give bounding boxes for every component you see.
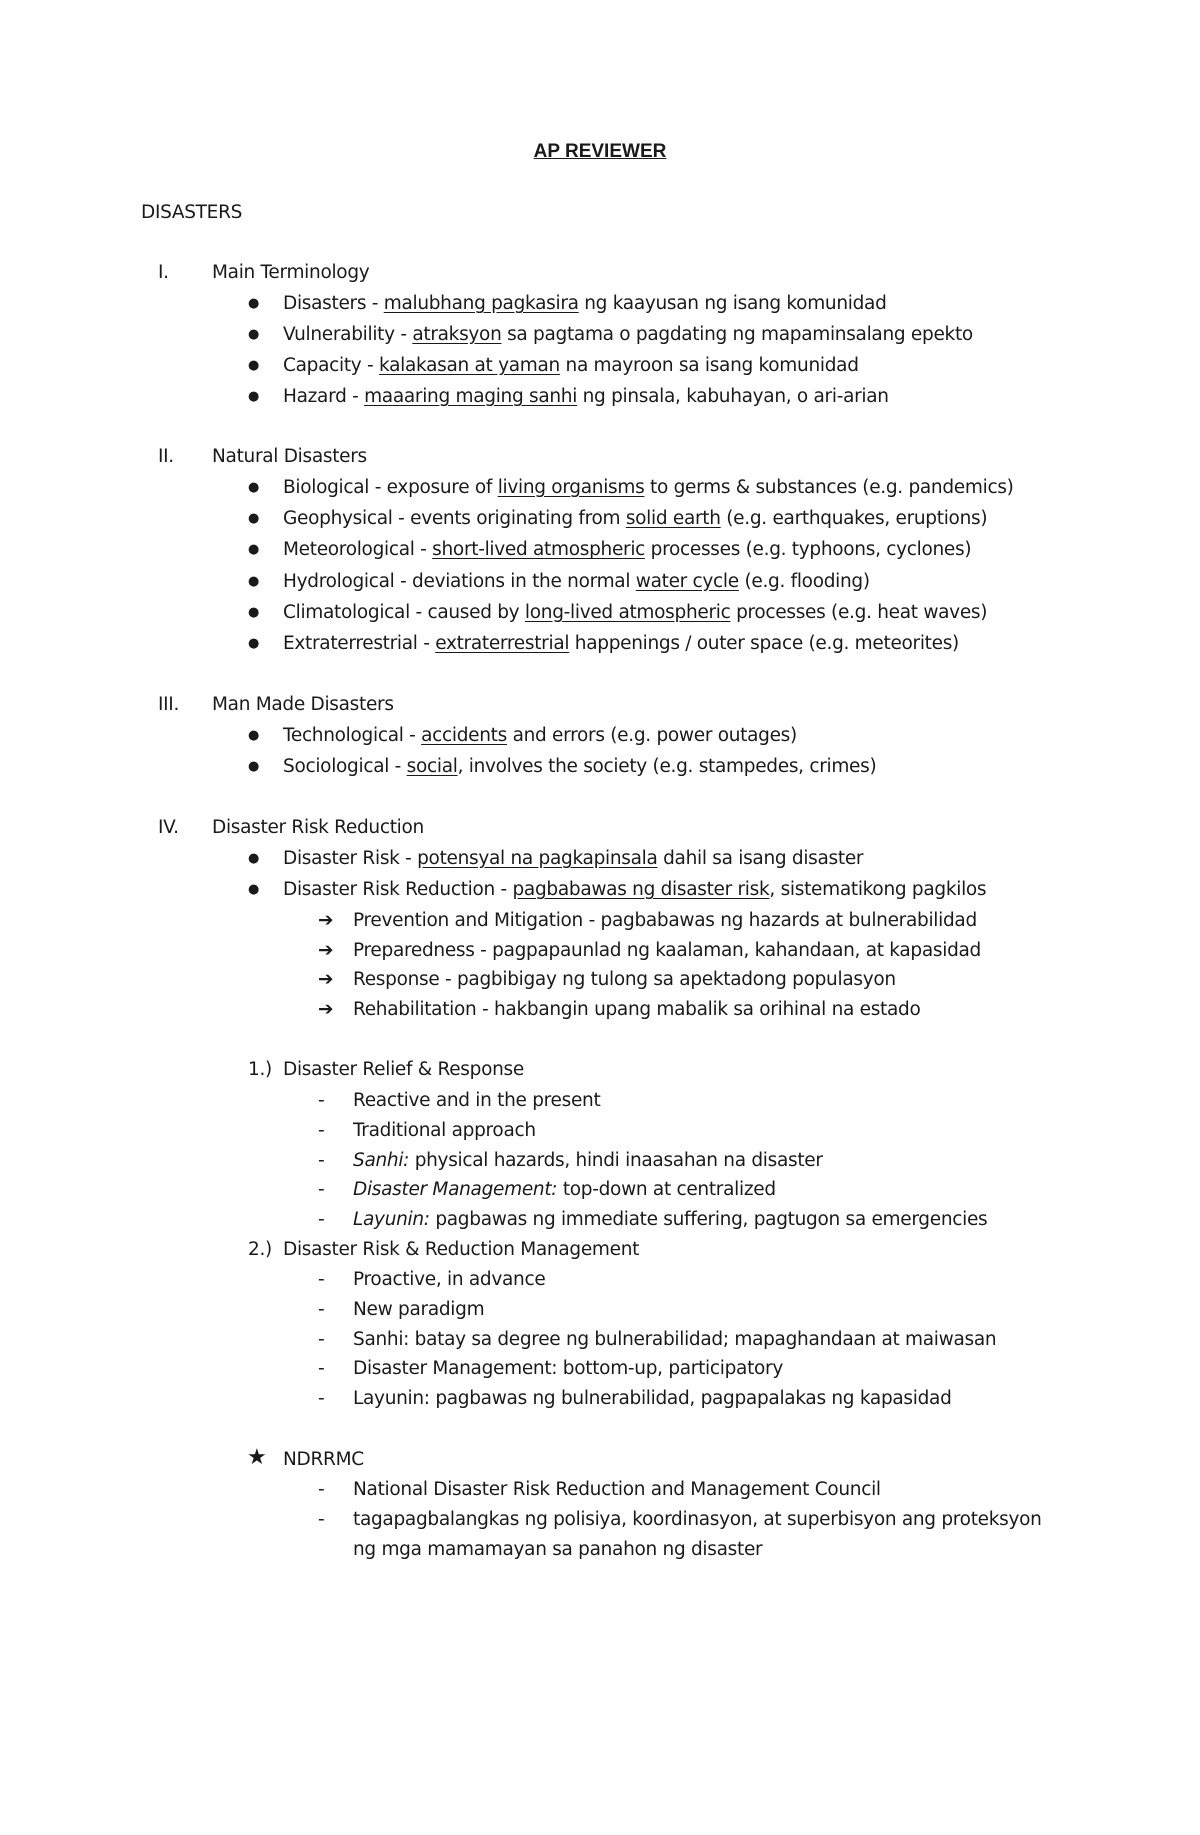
dash-item [353, 1150, 823, 1172]
bullet-icon: ● [248, 882, 260, 897]
dash-item: Layunin: pagbawas ng bulnerabilidad, pagpapalakas ng kapasidad [353, 1388, 952, 1410]
dash-icon: - [318, 1209, 325, 1231]
arrow-icon: ➔ [318, 939, 334, 961]
underlined-term: kalakasan at yaman [378, 355, 560, 376]
bullet-icon: ● [248, 604, 260, 620]
text: (e.g. flooding) [738, 570, 870, 592]
sub-number: 1.) [248, 1059, 272, 1080]
bullet-item [283, 571, 870, 593]
bullet-icon: ● [248, 480, 260, 495]
ndrrmc-label: NDRRMC [283, 1449, 364, 1470]
arrow-item: Prevention and Mitigation - pagbabawas ng hazards at bulnerabilidad [353, 910, 977, 931]
text: , involves the society (e.g. stampedes, crimes) [457, 756, 877, 777]
section-number: IV. [158, 817, 179, 838]
bullet-icon: ● [248, 296, 260, 311]
sub-number: 2.) [248, 1239, 272, 1260]
dash-item: National Disaster Risk Reduction and Management Council [353, 1479, 881, 1500]
text: Vulnerability - [283, 324, 413, 345]
dash-item: Disaster Management: bottom-up, participatory [353, 1358, 784, 1380]
bullet-item [283, 879, 986, 901]
bullet-icon: ● [248, 636, 260, 651]
text: Disasters - [283, 293, 384, 314]
underlined-term: maaaring maging sanhi [364, 386, 578, 407]
text: Climatological - caused by [283, 601, 525, 623]
text: top-down at centralized [557, 1179, 776, 1201]
sub-label: Disaster Relief & Response [283, 1059, 524, 1080]
bullet-item [283, 477, 1014, 499]
dash-icon: - [318, 1358, 325, 1380]
bullet-icon: ● [248, 542, 260, 558]
underlined-term: living organisms [497, 477, 645, 498]
text: ng pinsala, kabuhayan, o ari-arian [577, 386, 889, 407]
italic-label: Sanhi: [353, 1149, 410, 1171]
italic-label: Disaster Management: [353, 1179, 558, 1201]
underlined-term: social [406, 756, 458, 777]
dash-item: Proactive, in advance [353, 1269, 546, 1290]
arrow-icon: ➔ [318, 969, 334, 991]
text: and errors (e.g. power outages) [506, 725, 797, 746]
text: Disaster Risk Reduction - [283, 879, 513, 900]
text: processes (e.g. typhoons, cyclones) [645, 539, 972, 561]
dash-item: tagapagbalangkas ng polisiya, koordinasyon, at superbisyon ang proteksyon [353, 1509, 1042, 1530]
underlined-term: long-lived atmospheric [524, 601, 731, 623]
underlined-term: solid earth [625, 508, 721, 530]
dash-item: New paradigm [353, 1298, 485, 1320]
bullet-icon: ● [248, 851, 260, 866]
dash-icon: - [318, 1269, 325, 1290]
bullet-item [283, 602, 987, 624]
bullet-icon: ● [248, 358, 260, 373]
text: ng kaayusan ng isang komunidad [578, 293, 887, 314]
text: Geophysical - events originating from [283, 508, 626, 530]
text: processes (e.g. heat waves) [730, 601, 988, 623]
bullet-item [283, 324, 973, 346]
text: dahil sa isang disaster [657, 848, 864, 869]
underlined-term: atraksyon [412, 324, 502, 345]
dash-item [353, 1179, 776, 1201]
bullet-item [283, 508, 987, 530]
section-label: Disaster Risk Reduction [212, 817, 424, 838]
page-title: AP REVIEWER [533, 141, 667, 162]
bullet-icon: ● [248, 573, 260, 589]
text: na mayroon sa isang komunidad [559, 355, 859, 376]
bullet-item [283, 539, 971, 561]
dash-icon: - [318, 1090, 325, 1111]
italic-label: Layunin: [353, 1209, 430, 1231]
bullet-item [283, 386, 889, 408]
arrow-item: Response - pagbibigay ng tulong sa apektadong populasyon [353, 969, 896, 991]
text: pagbawas ng immediate suffering, pagtugon sa emergencies [429, 1209, 988, 1231]
arrow-icon: ➔ [318, 910, 334, 931]
section-heading: DISASTERS [141, 202, 243, 223]
bullet-icon: ● [248, 389, 260, 404]
bullet-icon: ● [248, 511, 260, 527]
dash-icon: - [318, 1388, 325, 1410]
dash-icon: - [318, 1149, 325, 1171]
text: Reactive and in the present [353, 1090, 601, 1111]
dash-item: Sanhi: batay sa degree ng bulnerabilidad; mapaghandaan at maiwasan [353, 1328, 997, 1350]
bullet-item [283, 848, 863, 870]
arrow-item: Rehabilitation - hakbangin upang mabalik sa orihinal na estado [353, 999, 921, 1021]
underlined-term: water cycle [635, 570, 739, 592]
dash-item [353, 1090, 600, 1112]
bullet-icon: ● [248, 728, 260, 743]
arrow-icon: ➔ [318, 999, 334, 1021]
text: Capacity - [283, 355, 379, 376]
text: sa pagtama o pagdating ng mapaminsalang epekto [501, 324, 973, 345]
underlined-term: short-lived atmospheric [432, 539, 646, 561]
section-number: III. [158, 694, 180, 715]
dash-icon: - [318, 1509, 325, 1530]
text: Biological - exposure of [283, 477, 498, 498]
text: Extraterrestrial - [283, 633, 436, 654]
text: Meteorological - [283, 539, 433, 561]
dash-icon: - [318, 1179, 325, 1201]
bullet-item [283, 756, 876, 778]
dash-item: ng mga mamamayan sa panahon ng disaster [353, 1539, 763, 1560]
section-number: II. [158, 446, 174, 467]
star-icon: ★ [247, 1445, 267, 1470]
bullet-icon: ● [248, 759, 260, 774]
bullet-item [283, 633, 959, 655]
dash-item [353, 1209, 987, 1231]
section-label: Natural Disasters [212, 446, 367, 467]
dash-icon: - [318, 1328, 325, 1350]
section-number: I. [158, 262, 169, 283]
text: , sistematikong pagkilos [769, 879, 987, 900]
text: (e.g. earthquakes, eruptions) [720, 508, 988, 530]
section-label: Man Made Disasters [212, 694, 394, 715]
bullet-item [283, 355, 859, 377]
underlined-term: potensyal na pagkapinsala [417, 848, 658, 869]
underlined-term: extraterrestrial [435, 633, 570, 654]
text: happenings / outer space (e.g. meteorites) [569, 633, 959, 654]
text: Technological - [283, 725, 422, 746]
dash-icon: - [318, 1479, 325, 1500]
dash-icon: - [318, 1119, 325, 1141]
text: Disaster Risk - [283, 848, 418, 869]
text: Sociological - [283, 756, 407, 777]
text: Hazard - [283, 386, 365, 407]
text: to germs & substances (e.g. pandemics) [644, 477, 1014, 498]
arrow-item: Preparedness - pagpapaunlad ng kaalaman, kahandaan, at kapasidad [353, 939, 981, 961]
bullet-item [283, 725, 797, 747]
underlined-term: pagbabawas ng disaster risk [512, 879, 770, 900]
text: Hydrological - deviations in the normal [283, 570, 636, 592]
dash-icon: - [318, 1298, 325, 1320]
bullet-item [283, 293, 887, 315]
text: Traditional approach [353, 1119, 536, 1141]
underlined-term: malubhang pagkasira [383, 293, 579, 314]
text: physical hazards, hindi inaasahan na disaster [409, 1149, 823, 1171]
sub-label: Disaster Risk & Reduction Management [283, 1239, 640, 1260]
bullet-icon: ● [248, 327, 260, 342]
dash-item [353, 1120, 536, 1142]
underlined-term: accidents [421, 725, 507, 746]
section-label: Main Terminology [212, 262, 370, 283]
